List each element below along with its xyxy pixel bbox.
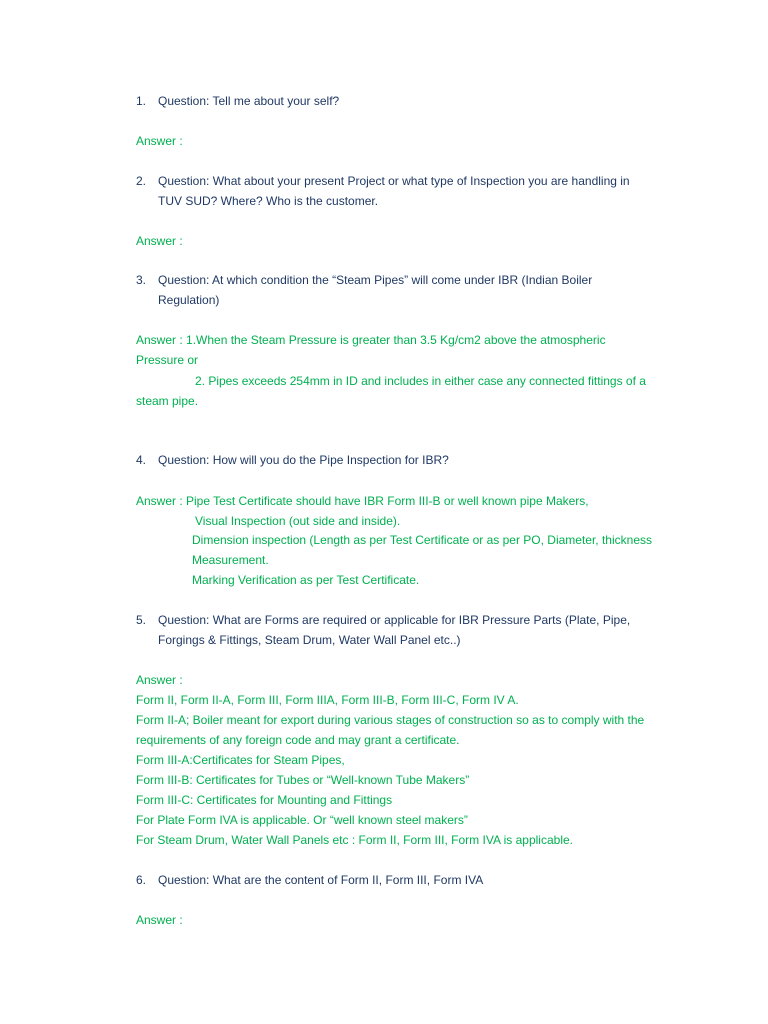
answer-1: Answer : [136, 134, 183, 148]
answer-3-line: Pressure or [136, 353, 199, 367]
answer-4-line: Measurement. [192, 553, 269, 567]
answer-6: Answer : [136, 913, 183, 927]
answer-4-line: Visual Inspection (out side and inside). [195, 514, 401, 528]
question-number: 1. [136, 94, 147, 108]
question-text: Question: What about your present Project or what type of Inspection you are handling in [158, 174, 630, 188]
question-text: Question: Tell me about your self? [158, 94, 340, 108]
answer-4-line: Dimension inspection (Length as per Test Certificate or as per PO, Diameter, thickness [192, 533, 652, 547]
question-number: 3. [136, 273, 147, 287]
answer-5-line: requirements of any foreign code and may grant a certificate. [136, 733, 460, 747]
question-text: Question: What are the content of Form II, Form III, Form IVA [158, 873, 484, 887]
answer-5-line: For Plate Form IVA is applicable. Or “well known steel makers” [136, 813, 468, 827]
answer-5-line: Answer : [136, 673, 183, 687]
answer-4-line: Answer : Pipe Test Certificate should have IBR Form III-B or well known pipe Makers, [136, 494, 589, 508]
question-text-continued: TUV SUD? Where? Who is the customer. [158, 194, 379, 208]
answer-5-line: For Steam Drum, Water Wall Panels etc : Form II, Form III, Form IVA is applicable. [136, 833, 573, 847]
answer-5-line: Form III-B: Certificates for Tubes or “Well-known Tube Makers” [136, 773, 470, 787]
question-number: 2. [136, 174, 147, 188]
question-text-continued: Forgings & Fittings, Steam Drum, Water Wall Panel etc..) [158, 633, 461, 647]
answer-5-line: Form III-C: Certificates for Mounting and Fittings [136, 793, 393, 807]
question-text: Question: At which condition the “Steam Pipes” will come under IBR (Indian Boiler [158, 273, 593, 287]
question-text: Question: How will you do the Pipe Inspection for IBR? [158, 453, 449, 467]
answer-5-line: Form II, Form II-A, Form III, Form IIIA, Form III-B, Form III-C, Form IV A. [136, 693, 519, 707]
answer-5-line: Form III-A:Certificates for Steam Pipes, [136, 753, 345, 767]
answer-5-line: Form II-A; Boiler meant for export during various stages of construction so as to comply with the [136, 713, 645, 727]
answer-4-line: Marking Verification as per Test Certificate. [192, 573, 420, 587]
answer-2: Answer : [136, 234, 183, 248]
answer-3-line: Answer : 1.When the Steam Pressure is greater than 3.5 Kg/cm2 above the atmospheric [136, 333, 606, 347]
question-text: Question: What are Forms are required or applicable for IBR Pressure Parts (Plate, Pipe, [158, 613, 631, 627]
question-number: 4. [136, 453, 147, 467]
question-number: 6. [136, 873, 147, 887]
question-number: 5. [136, 613, 147, 627]
answer-3-line: 2. Pipes exceeds 254mm in ID and includes in either case any connected fittings of a [195, 374, 646, 388]
answer-3-line: steam pipe. [136, 394, 199, 408]
question-text-continued: Regulation) [158, 293, 220, 307]
